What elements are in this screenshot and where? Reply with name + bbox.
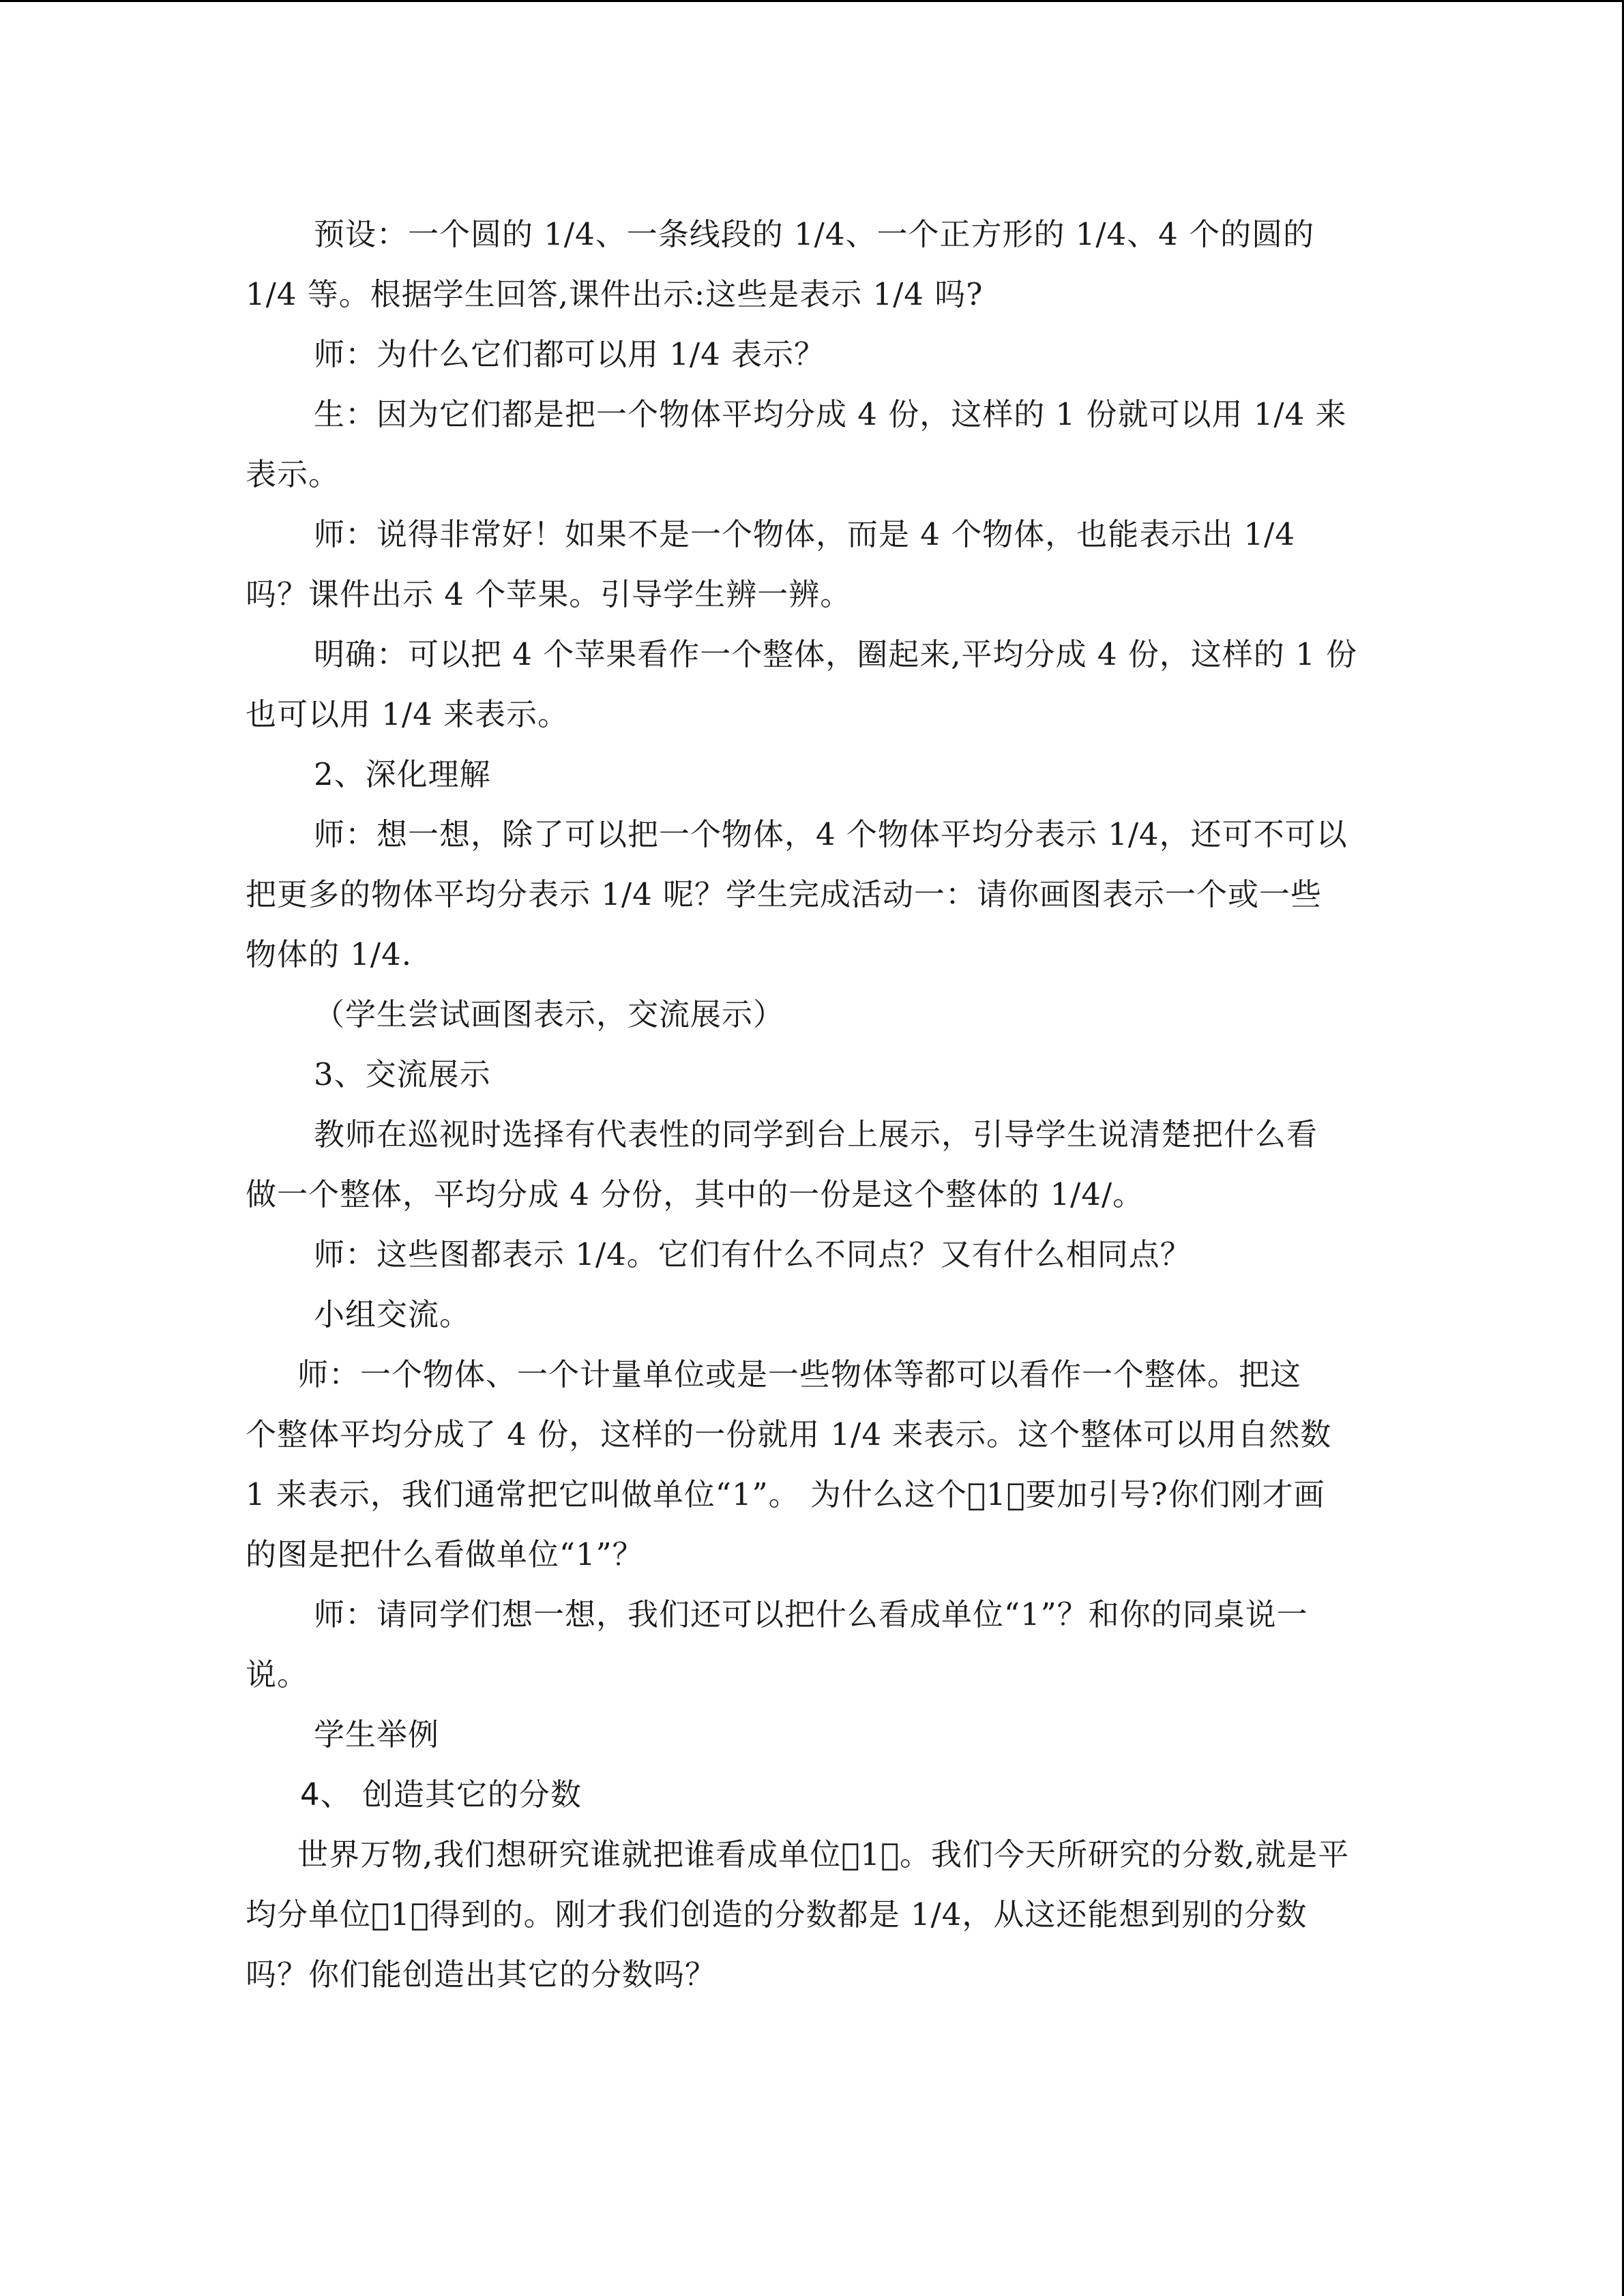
text-line: 预设：一个圆的 1/4、一条线段的 1/4、一个正方形的 1/4、4 个的圆的 [314, 216, 1315, 252]
section-heading: 4、 创造其它的分数 [300, 1776, 582, 1813]
text-line: 个整体平均分成了 4 份，这样的一份就用 1/4 来表示。这个整体可以用自然数 [246, 1416, 1332, 1452]
text-line: 吗？课件出示 4 个苹果。引导学生辨一辨。 [246, 576, 852, 612]
text-line: 也可以用 1/4 来表示。 [246, 696, 570, 732]
text-line: 师：想一想，除了可以把一个物体，4 个物体平均分表示 1/4，还可不可以 [314, 816, 1348, 852]
text-line: 师：一个物体、一个计量单位或是一些物体等都可以看作一个整体。把这 [297, 1356, 1302, 1392]
text-line: 明确：可以把 4 个苹果看作一个整体，圈起来,平均分成 4 份，这样的 1 份 [314, 636, 1358, 672]
text-line: 师：说得非常好！如果不是一个物体，而是 4 个物体，也能表示出 1/4 [314, 516, 1295, 552]
section-heading: 3、交流展示 [314, 1056, 491, 1092]
text-line: 说。 [246, 1656, 309, 1693]
top-border-line [0, 0, 1624, 2]
text-line: （学生尝试画图表示，交流展示） [314, 996, 785, 1032]
text-line: 的图是把什么看做单位“1”？ [246, 1536, 644, 1572]
text-line: 物体的 1/4. [246, 936, 413, 972]
text-line: 师：为什么它们都可以用 1/4 表示？ [314, 336, 826, 372]
text-line: 师：请同学们想一想，我们还可以把什么看成单位“1”？和你的同桌说一 [314, 1596, 1308, 1632]
text-line: 世界万物,我们想研究谁就把谁看成单位􏰀1􏰀。我们今天所研究的分数,就是平 [297, 1836, 1350, 1873]
text-line: 教师在巡视时选择有代表性的同学到台上展示，引导学生说清楚把什么看 [314, 1116, 1318, 1152]
document-body [246, 205, 1378, 2005]
section-heading: 2、深化理解 [314, 756, 491, 792]
text-line: 1/4 等。根据学生回答,课件出示:这些是表示 1/4 吗? [246, 276, 984, 312]
text-line: 均分单位􏰀1􏰀得到的。刚才我们创造的分数都是 1/4，从这还能想到别的分数 [246, 1896, 1308, 1933]
text-line: 做一个整体，平均分成 4 分份，其中的一份是这个整体的 1/4/。 [246, 1176, 1145, 1212]
text-line: 师：这些图都表示 1/4。它们有什么不同点？又有什么相同点？ [314, 1236, 1192, 1272]
text-line: 表示。 [246, 456, 340, 492]
text-line: 小组交流。 [314, 1296, 471, 1332]
text-line: 1 来表示，我们通常把它叫做单位“1”。 为什么这个􏰀1􏰀要加引号?你们刚才画 [246, 1476, 1325, 1512]
text-line: 把更多的物体平均分表示 1/4 呢？学生完成活动一：请你画图表示一个或一些 [246, 876, 1323, 912]
text-line: 学生举例 [314, 1716, 440, 1753]
text-line: 生：因为它们都是把一个物体平均分成 4 份，这样的 1 份就可以用 1/4 来 [314, 396, 1347, 432]
text-line: 吗？你们能创造出其它的分数吗？ [246, 1956, 717, 1993]
